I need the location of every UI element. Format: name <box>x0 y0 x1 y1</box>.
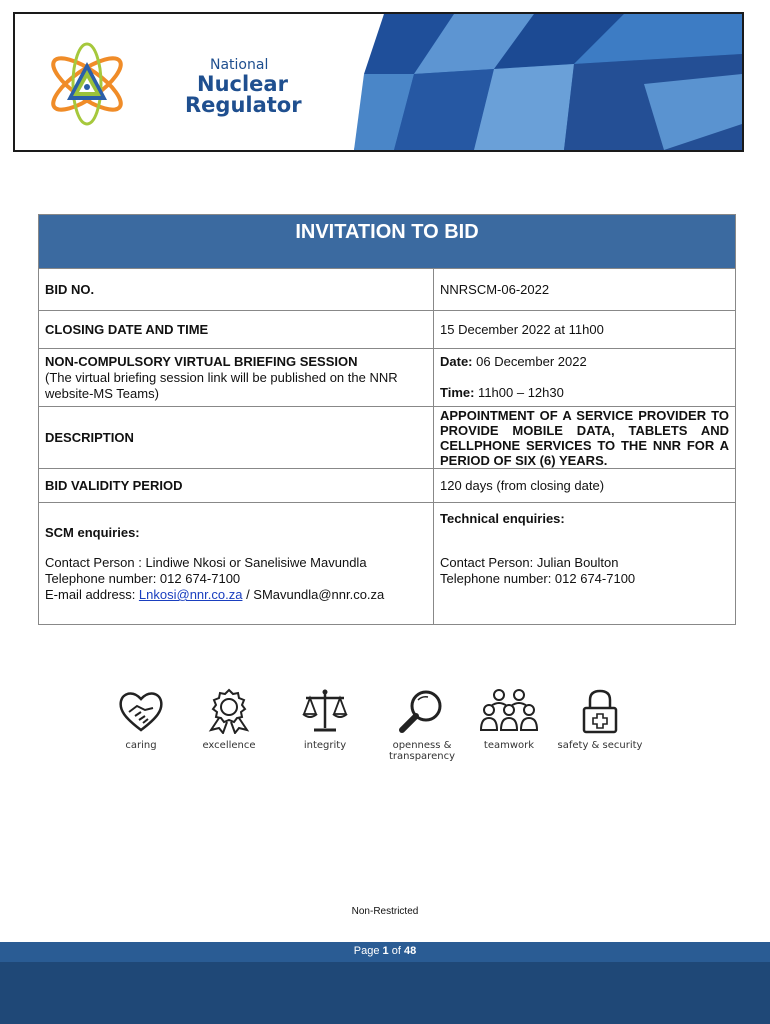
logo-line-1: National <box>210 57 269 73</box>
page-of: of <box>388 945 404 957</box>
value-label-2: transparency <box>389 751 455 762</box>
tech-phone: Telephone number: 012 674-7100 <box>440 571 636 586</box>
briefing-value-cell <box>434 349 736 407</box>
closing-label: CLOSING DATE AND TIME <box>39 311 434 349</box>
briefing-time-label: Time: <box>440 385 475 400</box>
page-footer <box>0 942 770 1024</box>
briefing-date-value: 06 December 2022 <box>472 354 587 369</box>
scm-enquiries-title: SCM enquiries: <box>45 525 140 540</box>
bid-table <box>38 214 736 625</box>
page-word: Page <box>353 945 383 957</box>
header-banner <box>13 12 744 152</box>
scm-email-prefix: E-mail address: <box>45 587 139 602</box>
briefing-cell <box>39 349 434 407</box>
value-integrity <box>294 688 356 751</box>
bid-no-value: NNRSCM-06-2022 <box>434 269 736 311</box>
award-badge-icon <box>205 688 253 734</box>
validity-value: 120 days (from closing date) <box>434 469 736 503</box>
tech-enquiries-cell <box>434 503 736 625</box>
page-number <box>0 945 770 957</box>
closing-value: 15 December 2022 at 11h00 <box>434 311 736 349</box>
scm-email-line <box>45 587 427 603</box>
value-label: openness & <box>392 740 452 751</box>
value-openness <box>382 688 462 762</box>
tech-contact: Contact Person: Julian Boulton <box>440 555 619 570</box>
scm-enquiries-cell <box>39 503 434 625</box>
scm-phone: Telephone number: 012 674-7100 <box>45 571 241 586</box>
scales-icon <box>300 688 350 734</box>
briefing-label: NON-COMPULSORY VIRTUAL BRIEFING SESSION <box>45 353 358 369</box>
magnifier-icon <box>398 688 446 734</box>
value-label: excellence <box>202 740 256 751</box>
scm-contact: Contact Person : Lindiwe Nkosi or Sanelisiwe Mavundla <box>45 555 367 570</box>
bid-title: INVITATION TO BID <box>39 215 736 269</box>
classification-label: Non-Restricted <box>351 906 419 917</box>
briefing-note: (The virtual briefing session link will be published on the NNR website-MS Teams) <box>45 369 398 401</box>
value-label: teamwork <box>483 740 535 751</box>
validity-label: BID VALIDITY PERIOD <box>39 469 434 503</box>
padlock-cross-icon <box>576 688 624 734</box>
people-group-icon <box>480 688 538 734</box>
value-teamwork <box>474 688 544 751</box>
page-current: 1 <box>382 945 389 957</box>
nnr-logo-icon <box>45 42 130 127</box>
banner-pattern <box>324 14 742 150</box>
description-label: DESCRIPTION <box>39 407 434 469</box>
description-value: APPOINTMENT OF A SERVICE PROVIDER TO PROVIDE MOBILE DATA, TABLETS AND CELLPHONE SERVICES TO THE NNR FOR A PERIOD OF SIX (6) YEARS. <box>434 407 736 469</box>
logo-wordmark <box>185 58 302 116</box>
value-safety <box>554 688 646 751</box>
value-excellence <box>196 688 262 751</box>
value-label: caring <box>125 740 157 751</box>
value-label: integrity <box>303 740 347 751</box>
tech-enquiries-title: Technical enquiries: <box>440 511 565 526</box>
value-label: safety & security <box>557 740 643 751</box>
bid-no-label: BID NO. <box>39 269 434 311</box>
briefing-time-value: 11h00 – 12h30 <box>474 385 564 400</box>
scm-email-rest: / SMavundla@nnr.co.za <box>242 587 385 602</box>
value-caring <box>110 688 172 751</box>
logo-line-3: Regulator <box>185 93 302 117</box>
briefing-date-label: Date: <box>440 354 473 369</box>
scm-email-link[interactable]: Lnkosi@nnr.co.za <box>138 587 243 602</box>
values-strip <box>110 688 670 778</box>
handshake-heart-icon <box>117 688 165 734</box>
page-total: 48 <box>403 945 417 957</box>
logo-line-2: Nuclear <box>197 72 288 96</box>
